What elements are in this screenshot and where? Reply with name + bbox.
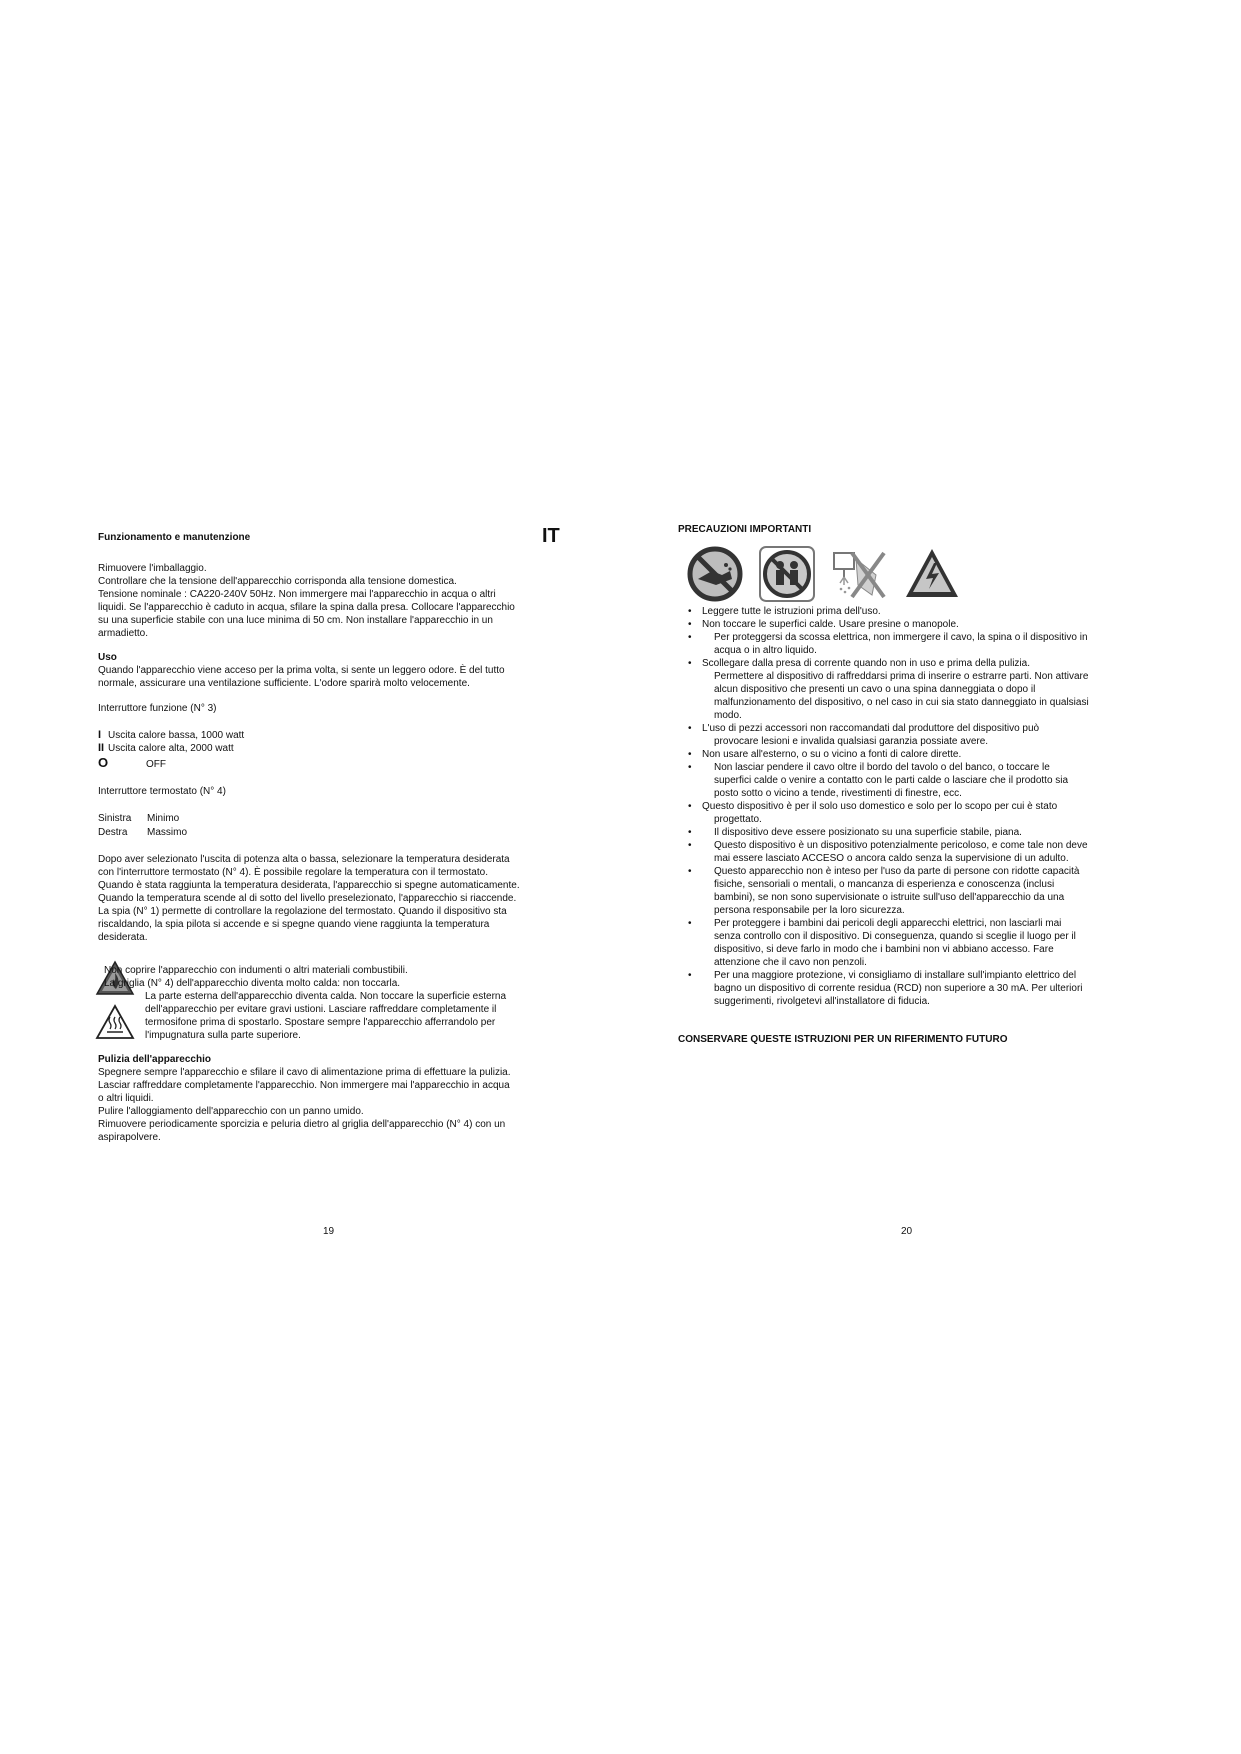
list-item-text: superfici calde o venire a contatto con le parti calde o lasciare che il prodotto sia [714,775,1069,786]
list-item [688,618,1164,631]
bullet: • [688,762,692,773]
thermostat-value: Massimo [147,827,188,838]
switch-label: Uscita calore alta, 2000 watt [108,743,234,754]
list-item [688,748,1164,761]
bullet: • [688,970,692,981]
list-item-text: progettato. [714,814,762,825]
list-item-text: Leggere tutte le istruzioni prima dell'uso. [702,606,881,617]
keep-away-from-children-icon [758,545,816,603]
thermostat-side: Sinistra [98,813,132,824]
list-item-text: modo. [714,710,742,721]
thermostat-value: Minimo [147,813,180,824]
list-item-text: Non lasciar pendere il cavo oltre il bordo del tavolo o del banco, o toccare le [714,762,1050,773]
list-item [688,969,1164,1008]
intro-line: Rimuovere l'imballaggio. [98,563,207,574]
list-item-text: alcun dispositivo che presenti un cavo o una spina danneggiata o dopo il [714,684,1036,695]
electric-shock-warning-icon [904,547,960,599]
thermostat-line: La spia (N° 1) permette di controllare la regolazione del termostato. Quando il dispositivo sta [98,906,507,917]
thermostat-label: Interruttore termostato (N° 4) [98,786,226,797]
thermostat-line: desiderata. [98,932,148,943]
list-item-text: posto sotto o vicino a tende, rivestimenti di finestre, ecc. [714,788,962,799]
cleaning-line: o altri liquidi. [98,1093,154,1104]
list-item-text: bagno un dispositivo di corrente residua (RCD) non superiore a 30 mA. Per ulteriori [714,983,1083,994]
list-item-text: Il dispositivo deve essere posizionato su una superficie stabile, piana. [714,827,1022,838]
warning-text [104,964,564,1042]
page-title: Funzionamento e manutenzione [98,532,251,543]
list-item-text: Non toccare le superfici calde. Usare presine o manopole. [702,619,959,630]
list-item-text: malfunzionamento del dispositivo, o nel caso in cui sia stato danneggiato in qualsiasi [714,697,1089,708]
warning-line: l'impugnatura sulla parte superiore. [145,1030,301,1041]
bullet: • [688,918,692,929]
list-item-text: mai essere lasciato ACCESO o ancora caldo senza la supervisione di un adulto. [714,853,1069,864]
right-page [620,0,1241,1754]
bullet: • [688,749,692,760]
bullet: • [688,827,692,838]
switch-label: Uscita calore bassa, 1000 watt [108,730,245,741]
bullet: • [688,632,692,643]
switch-symbol: O [98,755,109,770]
list-item-text: Per proteggersi da scossa elettrica, non immergere il cavo, la spina o il dispositivo in [714,632,1088,643]
function-switch-label: Interruttore funzione (N° 3) [98,703,217,714]
cleaning-line: aspirapolvere. [98,1132,161,1143]
cleaning-line: Rimuovere periodicamente sporcizia e peluria dietro al griglia dell'apparecchio (N° 4) con un [98,1119,506,1130]
uso-line: normale, assicurare una ventilazione sufficiente. L'odore sparirà molto velocemente. [98,678,470,689]
list-item [688,761,1164,800]
list-item [688,631,1164,657]
list-item-text: Non usare all'esterno, o su o vicino a fonti di calore dirette. [702,749,962,760]
list-item [688,722,1164,748]
warning-line: La parte esterna dell'apparecchio diventa calda. Non toccare la superficie esterna [145,991,507,1002]
no-wet-hands-icon [686,545,744,603]
no-water-spray-icon [828,545,888,603]
warning-line: dell'apparecchio per evitare gravi ustioni. Lasciare raffreddare completamente il [145,1004,497,1015]
list-item-text: Questo dispositivo è per il solo uso domestico e solo per lo scopo per cui è stato [702,801,1058,812]
list-item [688,865,1164,917]
switch-symbol: I [98,729,102,741]
list-item-text: suggerimenti, rivolgetevi all'installatore di fiducia. [714,996,930,1007]
list-item-text: Questo apparecchio non è inteso per l'uso da parte di persone con ridotte capacità [714,866,1080,877]
warning-line: Non coprire l'apparecchio con indumenti o altri materiali combustibili. [104,965,408,976]
thermostat-line: Quando è stata raggiunta la temperatura desiderata, l'apparecchio si spegne automaticamente. [98,880,520,891]
thermostat-right [98,826,187,839]
cleaning-line: Spegnere sempre l'apparecchio e sfilare il cavo di alimentazione prima di effettuare la pulizia. [98,1067,511,1078]
list-item-text: L'uso di pezzi accessori non raccomandati dal produttore del dispositivo può [702,723,1040,734]
list-item-text: Questo dispositivo è un dispositivo potenzialmente pericoloso, e come tale non deve [714,840,1088,851]
precautions-list [688,605,1164,1008]
list-item-text: acqua o in altro liquido. [714,645,817,656]
intro-line: Controllare che la tensione dell'apparecchio corrisponda alla tensione domestica. [98,576,457,587]
bullet: • [688,658,692,669]
thermostat-text [98,853,568,944]
intro-line: liquidi. Se l'apparecchio è caduto in acqua, sfilare la spina dalla presa. Collocare l'apparecchio [98,602,515,613]
footer-note: CONSERVARE QUESTE ISTRUZIONI PER UN RIFERIMENTO FUTURO [678,1034,1008,1045]
warning-line: La griglia (N° 4) dell'apparecchio diventa molto calda: non toccarla. [104,978,401,989]
list-item-text: persona responsabile per la loro sicurezza. [714,905,905,916]
language-code: IT [542,525,560,547]
page-number: 19 [323,1226,335,1237]
list-item [688,917,1164,969]
list-item-text: bambini), se non sono supervisionate o istruite sull'uso dell'apparecchio da una [714,892,1065,903]
thermostat-line: riscaldando, la spia pilota si accende e si spegne quando viene raggiunta la temperatura [98,919,490,930]
list-item-text: senza controllo con il dispositivo. Di conseguenza, quando si sceglie il luogo per il [714,931,1076,942]
list-item [688,826,1164,839]
uso-heading: Uso [98,652,117,663]
page-number: 20 [901,1226,913,1237]
intro-line: Tensione nominale : CA220-240V 50Hz. Non immergere mai l'apparecchio in acqua o altri [98,589,496,600]
intro-line: su una superficie stabile con una luce minima di 50 cm. Non installare l'apparecchio in un [98,615,493,626]
list-item-text: fisiche, sensoriali o mentali, o mancanza di esperienza e conoscenza (inclusi [714,879,1055,890]
list-item-text: provocare lesioni e invalida qualsiasi garanzia possiate avere. [714,736,989,747]
list-item-text: dispositivo, si deve farlo in modo che i bambini non vi abbiano accesso. Fare [714,944,1054,955]
list-item-text: Scollegare dalla presa di corrente quando non in uso e prima della pulizia. [702,658,1030,669]
uso-line: Quando l'apparecchio viene acceso per la prima volta, si sente un leggero odore. È del tutto [98,665,505,676]
thermostat-line: Dopo aver selezionato l'uscita di potenza alta o bassa, selezionare la temperatura desiderata [98,854,510,865]
bullet: • [688,606,692,617]
list-item-text: Per una maggiore protezione, vi consigliamo di installare sull'impianto elettrico del [714,970,1077,981]
bullet: • [688,840,692,851]
bullet: • [688,619,692,630]
intro-text [98,562,558,640]
switch-position-high [98,742,428,755]
list-item-text: attenzione che il cavo non penzoli. [714,957,867,968]
bullet: • [688,866,692,877]
cleaning-heading: Pulizia dell'apparecchio [98,1054,211,1065]
cleaning-line: Pulire l'alloggiamento dell'apparecchio con un panno umido. [98,1106,364,1117]
list-item [688,605,1164,618]
intro-line: armadietto. [98,628,149,639]
switch-label: OFF [146,759,166,770]
precautions-title: PRECAUZIONI IMPORTANTI [678,524,812,535]
list-item-text: Permettere al dispositivo di raffreddarsi prima di inserire o estrarre parti. Non attivare [714,671,1089,682]
switch-position-low [98,729,428,742]
bullet: • [688,801,692,812]
list-item [688,657,1164,722]
bullet: • [688,723,692,734]
warning-line: termosifone prima di spostarlo. Spostare sempre l'apparecchio afferrandolo per [145,1017,496,1028]
safety-icons [686,545,976,605]
switch-position-off [98,756,428,771]
thermostat-line: Quando la temperatura scende al di sotto del livello preselezionato, l'apparecchio si riaccende. [98,893,517,904]
list-item [688,800,1164,826]
cleaning-text [98,1066,568,1144]
uso-text [98,664,558,690]
thermostat-left [98,812,179,825]
thermostat-line: con l'interruttore termostato (N° 4). È possibile regolare la temperatura con il termostato. [98,867,488,878]
switch-symbol: II [98,742,105,754]
cleaning-line: Lasciar raffreddare completamente l'apparecchio. Non immergere mai l'apparecchio in acqua [98,1080,510,1091]
list-item [688,839,1164,865]
thermostat-side: Destra [98,827,128,838]
left-page [0,0,620,1754]
list-item-text: Per proteggere i bambini dai pericoli degli apparecchi elettrici, non lasciarli mai [714,918,1062,929]
